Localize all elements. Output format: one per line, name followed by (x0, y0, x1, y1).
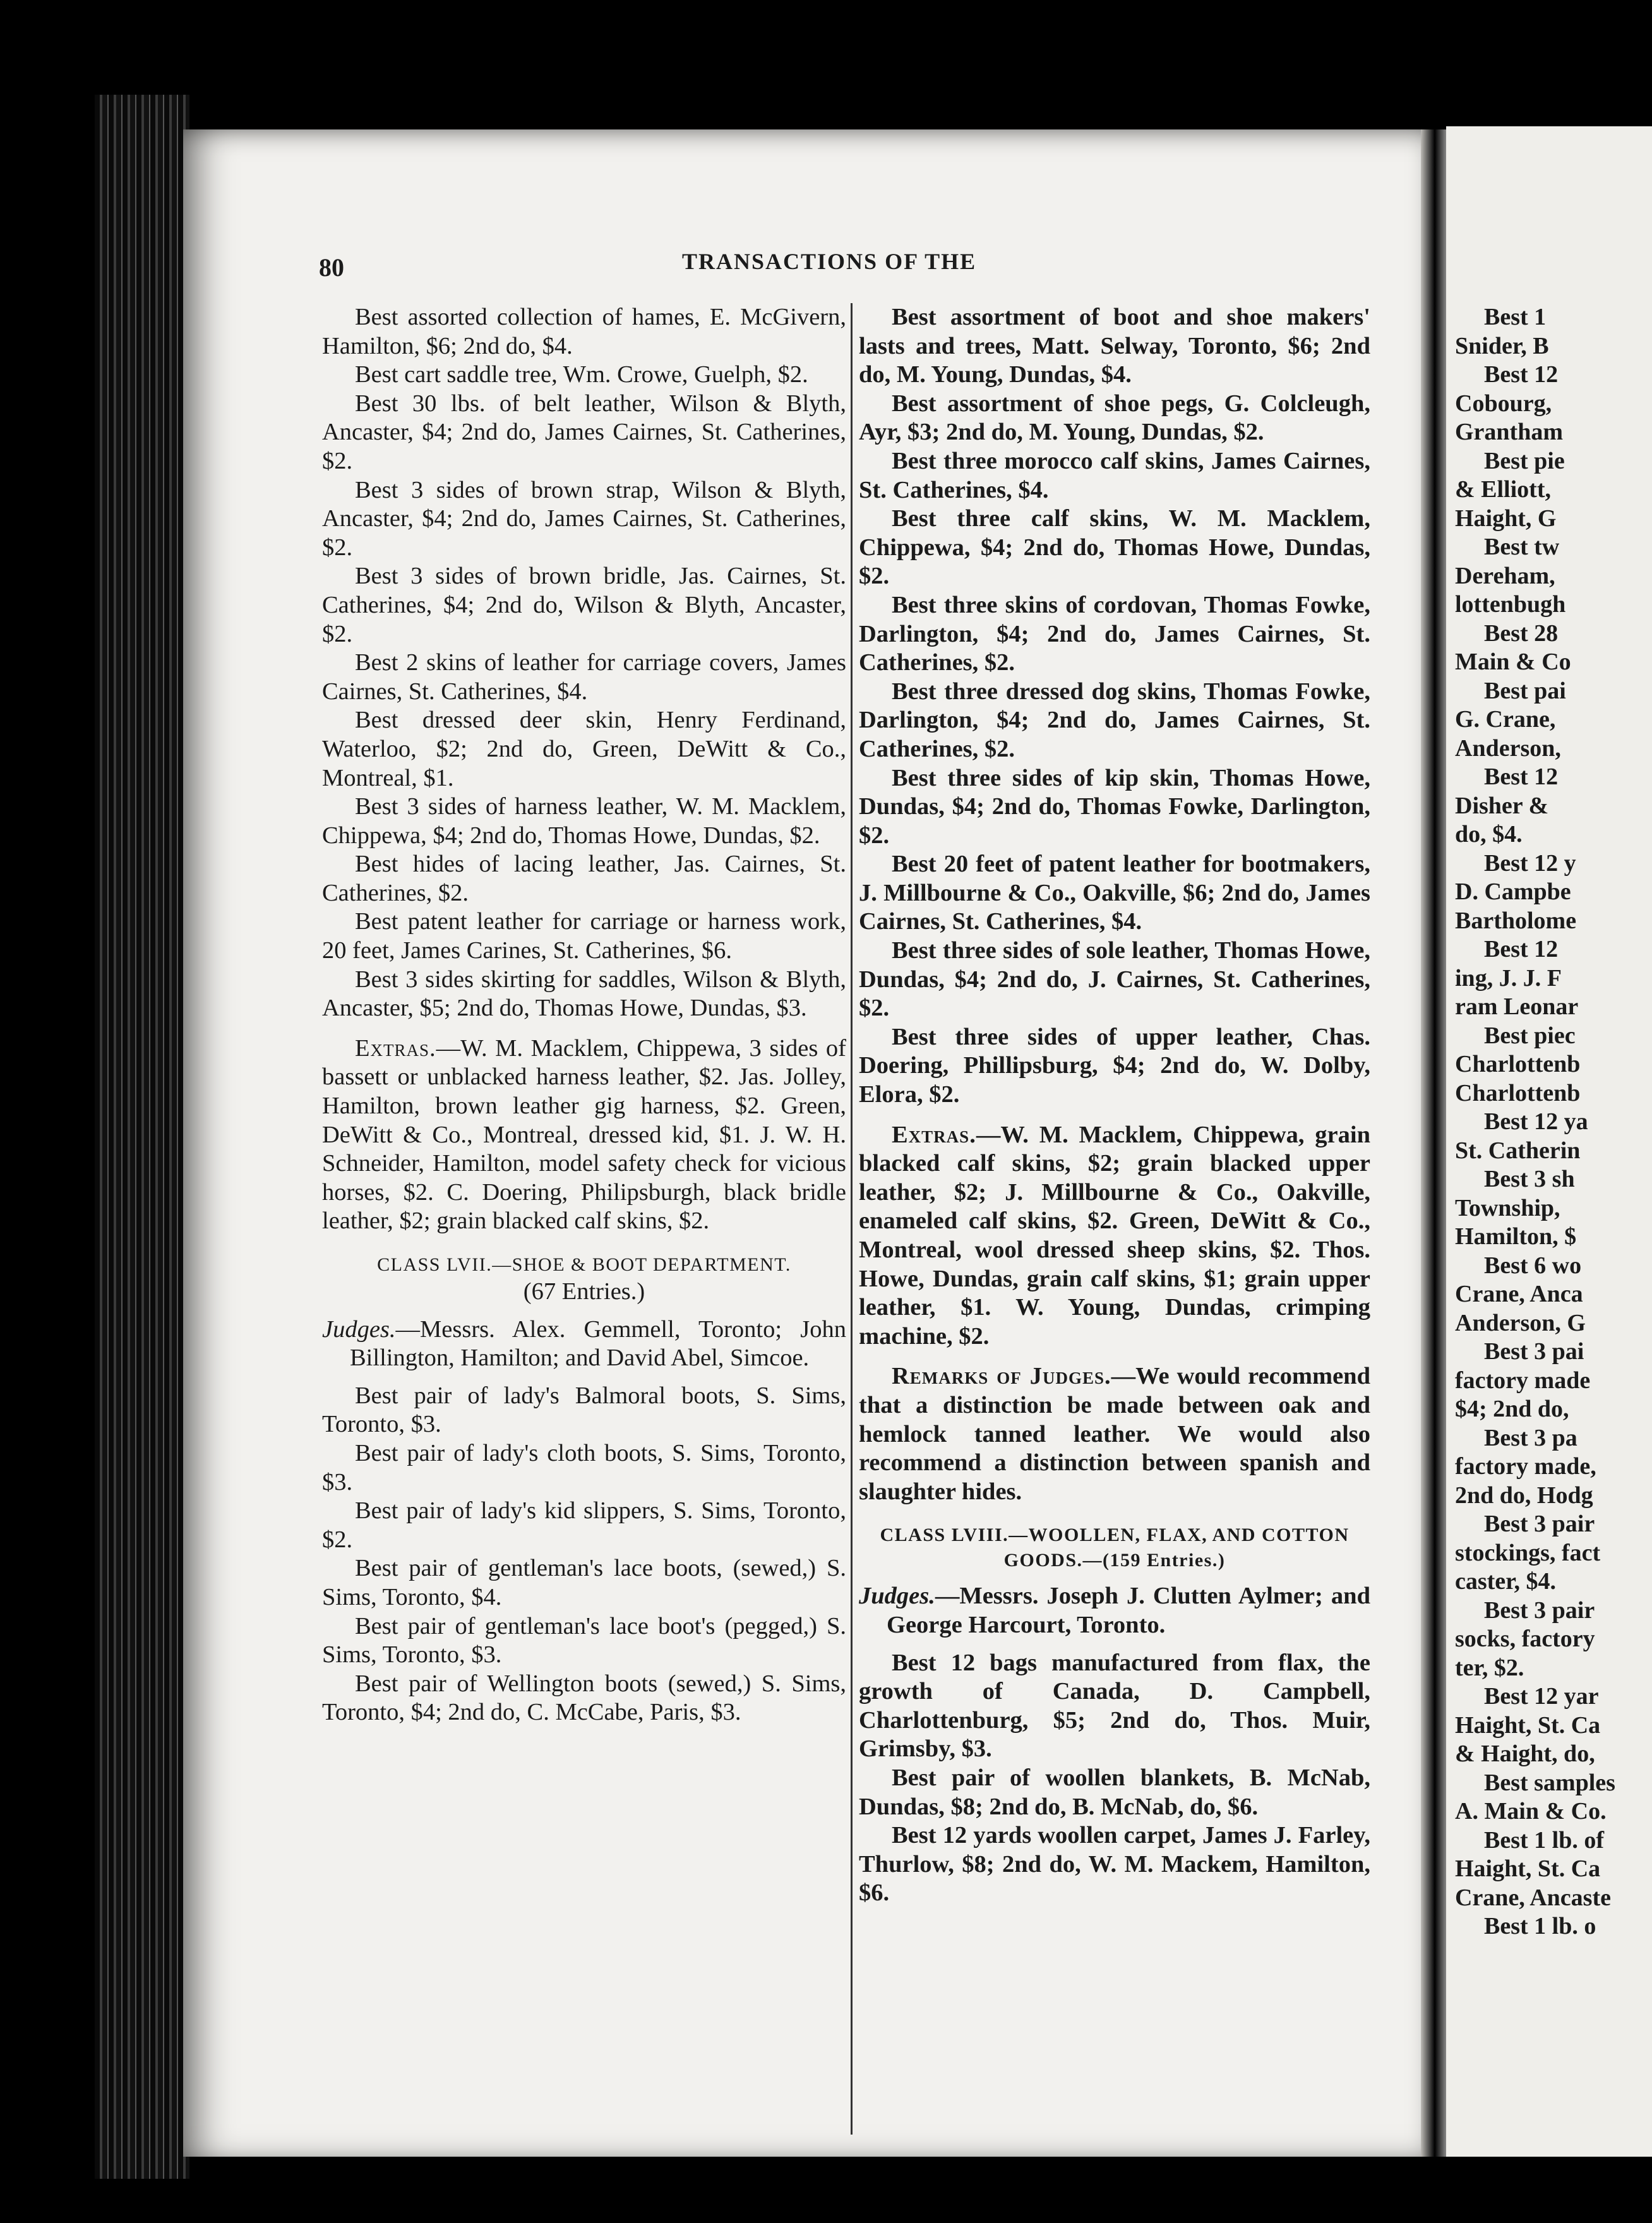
extras-text: —W. M. Macklem, Chippewa, 3 sides of bassett or unblacked harness leather, $2. Jas. Jolley, Hamilton, brown leather gig harness, $2. Green, DeWitt & Co., Montreal, dressed kid, $1. J. W. H. Schneider, Hamilton, model safety check for vicious horses, $2. C. Doering, Philipsburgh, black bridle leather, $2; grain blacked calf skins, $2. (322, 1034, 846, 1235)
facing-page-line: Anderson, (1455, 734, 1561, 762)
facing-page-line: & Elliott, (1455, 476, 1551, 503)
facing-page-line: do, $4. (1455, 821, 1523, 848)
facing-page-line: ter, $2. (1455, 1654, 1524, 1681)
award-entry: Best 3 sides of brown bridle, Jas. Cairnes, St. Catherines, $4; 2nd do, Wilson & Blyth, Ancaster, $2. (322, 563, 846, 647)
facing-page-line: Haight, St. Ca (1455, 1711, 1601, 1739)
facing-page-line: Dereham, (1455, 562, 1555, 589)
award-entry: Best three sides of sole leather, Thomas Howe, Dundas, $4; 2nd do, J. Cairnes, St. Catherines, $2. (859, 937, 1370, 1022)
facing-page-line: Best 12 (1484, 936, 1559, 962)
facing-page-line: D. Campbe (1455, 878, 1571, 905)
facing-page-line: Best pai (1484, 677, 1566, 704)
award-entry: Best 20 feet of patent leather for bootmakers, J. Millbourne & Co., Oakville, $6; 2nd do, James Cairnes, St. Catherines, $4. (859, 851, 1370, 935)
award-entry: Best three sides of kip skin, Thomas Howe, Dundas, $4; 2nd do, Thomas Fowke, Darlington, $2. (859, 764, 1370, 849)
facing-page-line: Anderson, G (1455, 1309, 1586, 1336)
award-entry: Best cart saddle tree, Wm. Crowe, Guelph, $2. (355, 361, 808, 388)
column-rule (851, 303, 853, 2135)
facing-page-line: Best 12 ya (1484, 1108, 1588, 1135)
award-entry: Best assorted collection of hames, E. McGivern, Hamilton, $6; 2nd do, $4. (322, 304, 846, 359)
facing-page-line: Snider, B (1455, 332, 1549, 359)
facing-page-line: Main & Co (1455, 649, 1571, 675)
extras-label: Extras. (892, 1121, 976, 1148)
judges-label: Judges. (322, 1315, 396, 1343)
award-entry: Best 3 sides of harness leather, W. M. Macklem, Chippewa, $4; 2nd do, Thomas Howe, Dundas, $2. (322, 793, 846, 849)
facing-page-line: Cobourg, (1455, 390, 1552, 417)
page-number: 80 (319, 253, 344, 282)
award-entry: Best dressed deer skin, Henry Ferdinand, Waterloo, $2; 2nd do, Green, DeWitt & Co., Montreal, $1. (322, 707, 846, 791)
book-gutter (1421, 129, 1446, 2157)
facing-page-line: Best 1 lb. o (1484, 1913, 1596, 1939)
facing-page-line: Best 3 pair (1484, 1597, 1595, 1624)
remarks-paragraph (859, 1362, 1370, 1506)
facing-page-line: factory made (1455, 1367, 1591, 1394)
facing-page-line: 2nd do, Hodg (1455, 1482, 1593, 1509)
facing-page-line: Best 12 (1484, 361, 1559, 388)
facing-page-line: Best 1 (1484, 304, 1547, 330)
award-entry: Best pair of woollen blankets, B. McNab, Dundas, $8; 2nd do, B. McNab, do, $6. (859, 1764, 1370, 1820)
award-entry: Best pair of Wellington boots (sewed,) S. Sims, Toronto, $4; 2nd do, C. McCabe, Paris, $3. (322, 1670, 846, 1726)
remarks-text: —We would recommend that a distinction be made between oak and hemlock tanned leather. We would also recommend a distinction between spanish and slaughter hides. (859, 1363, 1370, 1505)
facing-page-line: Best 6 wo (1484, 1252, 1582, 1279)
facing-page-line: lottenbugh (1455, 591, 1566, 618)
book-page-edges (95, 95, 189, 2179)
facing-page-line: A. Main & Co. (1455, 1798, 1607, 1825)
facing-page-fragment (1446, 126, 1652, 2157)
remarks-label: Remarks of Judges. (892, 1363, 1111, 1390)
facing-page-line: Crane, Ancaste (1455, 1884, 1611, 1911)
award-entry: Best 3 sides skirting for saddles, Wilson & Blyth, Ancaster, $5; 2nd do, Thomas Howe, Dundas, $3. (322, 966, 846, 1022)
facing-page-line: Best piec (1484, 1022, 1576, 1049)
running-head: TRANSACTIONS OF THE (682, 249, 977, 274)
award-entry: Best three dressed dog skins, Thomas Fowke, Darlington, $4; 2nd do, James Cairnes, St. Catherines, $2. (859, 678, 1370, 762)
class-heading: CLASS LVII.—SHOE & BOOT DEPARTMENT. (377, 1254, 791, 1275)
entries-count: (67 Entries.) (523, 1278, 645, 1305)
facing-page-line: Best samples (1484, 1769, 1615, 1796)
award-entry: Best pair of lady's kid slippers, S. Sims, Toronto, $2. (322, 1497, 846, 1553)
facing-page-line: Best 12 (1484, 764, 1559, 790)
facing-page-line: Haight, G (1455, 505, 1557, 532)
facing-page-line: socks, factory (1455, 1626, 1595, 1652)
award-entry: Best pair of gentleman's lace boots, (sewed,) S. Sims, Toronto, $4. (322, 1555, 846, 1610)
facing-page-line: Charlottenb (1455, 1051, 1581, 1077)
facing-page-line: Best 12 yar (1484, 1683, 1599, 1710)
award-entry: Best three sides of upper leather, Chas. Doering, Phillipsburg, $4; 2nd do, W. Dolby, Elora, $2. (859, 1023, 1370, 1108)
facing-page-line: Best 1 lb. of (1484, 1826, 1604, 1854)
judges-paragraph (322, 1315, 846, 1373)
facing-page-line: Best tw (1484, 534, 1560, 560)
facing-page-line: factory made, (1455, 1453, 1596, 1480)
judges-label: Judges. (859, 1583, 935, 1610)
facing-page-line: Best 12 y (1484, 849, 1576, 877)
facing-page-line: Township, (1455, 1194, 1560, 1221)
facing-page-line: Best 3 sh (1484, 1166, 1575, 1192)
facing-page-line: stockings, fact (1455, 1539, 1601, 1566)
facing-page-line: Hamilton, $ (1455, 1223, 1577, 1250)
award-entry: Best 12 bags manufactured from flax, the growth of Canada, D. Campbell, Charlottenburg, $5; 2nd do, Thos. Muir, Grimsby, $3. (859, 1649, 1370, 1763)
award-entry: Best 12 yards woollen carpet, James J. Farley, Thurlow, $8; 2nd do, W. M. Mackem, Hamilton, $6. (859, 1822, 1370, 1907)
award-entry: Best 3 sides of brown strap, Wilson & Blyth, Ancaster, $4; 2nd do, James Cairnes, St. Catherines, $2. (322, 476, 846, 561)
extras-paragraph (322, 1034, 846, 1236)
award-entry: Best three morocco calf skins, James Cairnes, St. Catherines, $4. (859, 447, 1370, 503)
facing-page-line: Crane, Anca (1455, 1281, 1583, 1307)
facing-page-line: caster, $4. (1455, 1568, 1557, 1595)
class-heading: CLASS LVIII.—WOOLLEN, FLAX, AND COTTON GOODS.—(159 Entries.) (880, 1525, 1350, 1571)
award-entry: Best pair of lady's Balmoral boots, S. Sims, Toronto, $3. (322, 1382, 846, 1438)
facing-page-line: Grantham (1455, 419, 1563, 445)
award-entry: Best three skins of cordovan, Thomas Fowke, Darlington, $4; 2nd do, James Cairnes, St. Catherines, $2. (859, 591, 1370, 676)
left-column (322, 303, 846, 1727)
facing-page-line: Best 3 pa (1484, 1424, 1577, 1451)
film-border-top (0, 0, 1652, 95)
facing-page-line: Best 3 pai (1484, 1338, 1584, 1365)
facing-page-line: Charlottenb (1455, 1079, 1581, 1106)
facing-page-line: & Haight, do, (1455, 1741, 1595, 1767)
facing-page-line: Disher & (1455, 792, 1549, 819)
award-entry: Best hides of lacing leather, Jas. Cairnes, St. Catherines, $2. (322, 851, 846, 906)
award-entry: Best pair of gentleman's lace boot's (pegged,) S. Sims, Toronto, $3. (322, 1612, 846, 1669)
right-column (859, 303, 1370, 1908)
judges-paragraph (859, 1582, 1370, 1639)
facing-page-line: Best pie (1484, 447, 1565, 474)
award-entry: Best 2 skins of leather for carriage covers, James Cairnes, St. Catherines, $4. (322, 649, 846, 705)
facing-page-line: Best 3 pair (1484, 1511, 1595, 1537)
award-entry: Best patent leather for carriage or harness work, 20 feet, James Carines, St. Catherines, $6. (322, 908, 846, 964)
facing-page-line: St. Catherin (1455, 1137, 1581, 1164)
extras-label: Extras. (355, 1034, 436, 1062)
extras-paragraph (859, 1121, 1370, 1351)
award-entry: Best three calf skins, W. M. Macklem, Chippewa, $4; 2nd do, Thomas Howe, Dundas, $2. (859, 505, 1370, 590)
facing-page-line: Best 28 (1484, 620, 1559, 647)
award-entry: Best assortment of shoe pegs, G. Colcleugh, Ayr, $3; 2nd do, M. Young, Dundas, $2. (859, 390, 1370, 446)
facing-page-line: G. Crane, (1455, 706, 1556, 733)
facing-page-line: Haight, St. Ca (1455, 1855, 1601, 1882)
extras-text: —W. M. Macklem, Chippewa, grain blacked calf skins, $2; grain blacked upper leather, $2; J. Millbourne & Co., Oakville, enameled calf skins, $2. Green, DeWitt & Co., Montreal, wool dressed sheep skins, $2. Thos. Howe, Dundas, grain calf skins, $1; grain upper leather, $1. W. Young, Dundas, crimping machine, $2. (859, 1121, 1370, 1350)
award-entry: Best pair of lady's cloth boots, S. Sims, Toronto, $3. (322, 1439, 846, 1495)
judges-text: —Messrs. Joseph J. Clutten Aylmer; and George Harcourt, Toronto. (887, 1583, 1370, 1638)
facing-page-line: ing, J. J. F (1455, 964, 1562, 992)
facing-page-line: $4; 2nd do, (1455, 1396, 1569, 1422)
award-entry: Best 30 lbs. of belt leather, Wilson & Blyth, Ancaster, $4; 2nd do, James Cairnes, St. Catherines, $2. (322, 390, 846, 474)
facing-page-line: ram Leonar (1455, 993, 1579, 1020)
judges-text: —Messrs. Alex. Gemmell, Toronto; John Billington, Hamilton; and David Abel, Simcoe. (350, 1315, 846, 1372)
award-entry: Best assortment of boot and shoe makers' lasts and trees, Matt. Selway, Toronto, $6; 2nd do, M. Young, Dundas, $4. (859, 304, 1370, 388)
facing-page-line: Bartholome (1455, 907, 1577, 934)
